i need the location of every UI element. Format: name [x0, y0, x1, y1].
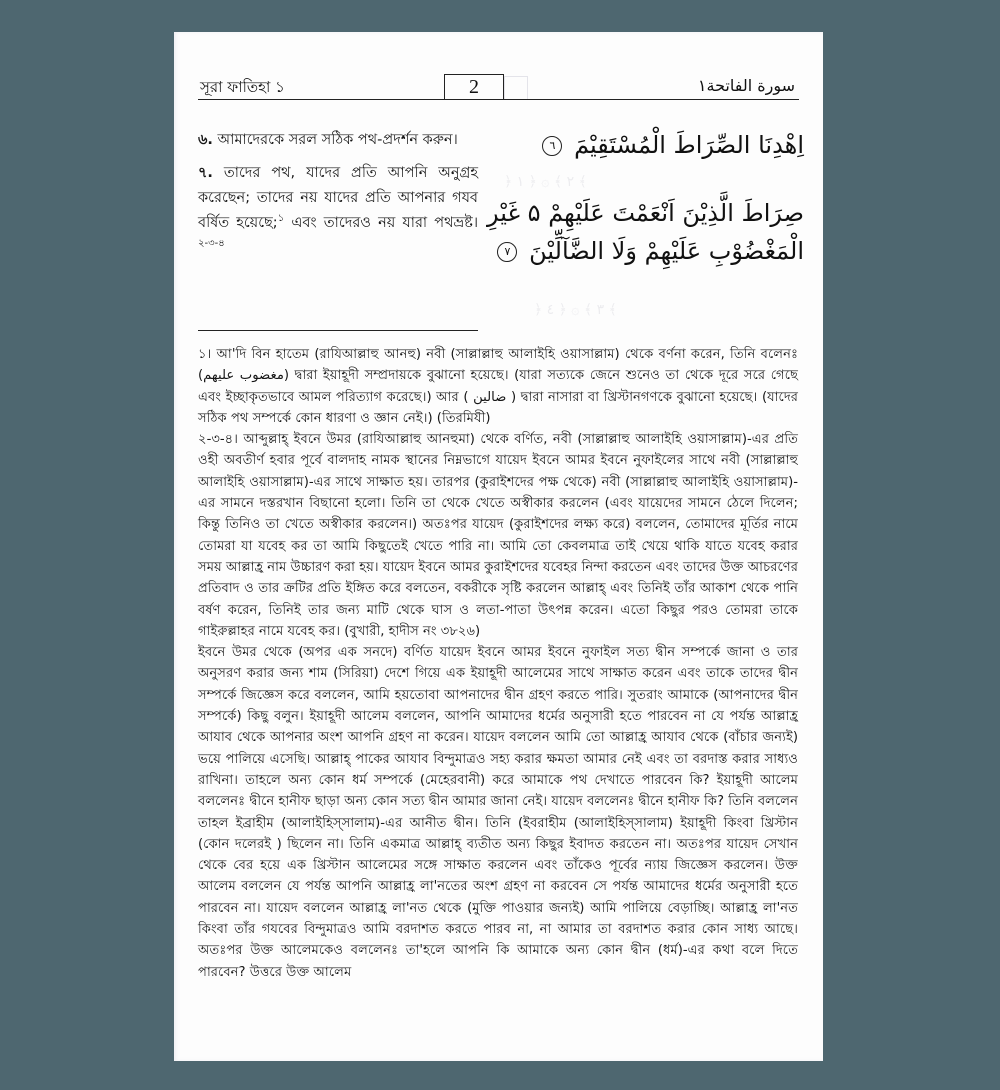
inline-arabic: مغضوب عليهم [203, 368, 284, 384]
inline-arabic: ضالين [473, 389, 507, 405]
footnote-text: ) দ্বারা নাসারা বা খ্রিস্টানগণকে বুঝানো হয়েছে। (যাদের সঠিক পথ সম্পর্কে কোন ধারণা ও জ্ঞান নেই।) (তিরমিযী) [198, 389, 798, 426]
arabic-verse-7-line-2 [494, 232, 804, 270]
verse-text: তাদের পথ, যাদের প্রতি আপনি অনুগ্রহ করেছেন; তাদের নয় যাদের প্রতি আপনার গযব বর্ষিত হয়েছে; [198, 165, 478, 231]
arabic-verse-6 [494, 126, 804, 164]
arabic-verse-7-line-1: صِرَاطَ الَّذِيْنَ اَنْعَمْتَ عَلَيْهِمْ ۵ غَيْرِ [487, 199, 804, 227]
verse-number: ৭. [198, 165, 213, 181]
verse-text: আমাদেরকে সরল সঠিক পথ-প্রদর্শন করুন। [217, 132, 458, 148]
verse-number: ৬. [198, 132, 213, 148]
header-rule [198, 99, 799, 100]
header-surah-name-arabic: سورة الفاتحة١ [697, 76, 795, 95]
footnote-1 [198, 344, 798, 429]
footnote-ref: ১ [277, 213, 285, 225]
footnote-text: ) দ্বারা ইয়াহূদী সম্প্রদায়কে বুঝানো হয়েছে। (যারা সত্যকে জেনে শুনেও তা থেকে দূরে সরে গেছে এবং ইচ্ছাকৃতভাবে আমল পরিত্যাগ করেছে।) আর ( [198, 368, 798, 405]
verse-text: এবং তাদেরও নয় যারা পথভ্রষ্ট। [291, 215, 479, 231]
footnote-2-3-4: ২-৩-৪। আব্দুল্লাহ্ ইবনে উমর (রাযিআল্লাহু আনহুমা) থেকে বর্ণিত, নবী (সাল্লাল্লাহু আলাইহি ওয়াসাল্লাম)-এর প্রতি ওহী অবতীর্ণ হবার পূর্বে বালদাহ নামক স্থানের নিম্নভাগে যায়েদ ইবনে আমর ইবনে নুফাইলের সাথে নবী (সাল্লাল্লাহু আলাইহি ওয়াসাল্লাম)-এর সাথে সাক্ষাত হয়। তারপর (কুরাইশদের পক্ষ থেকে) নবী (সাল্লাল্লাহু আলাইহি ওয়াসাল্লাম)-এর সামনে দস্তরখান বিছানো হলো। তিনি তা থেকে খেতে অস্বীকার করলেন (এবং যায়েদের সামনে ঠেলে দিলেন; কিন্তু তিনিও তা খেতে অস্বীকার করলেন।) অতঃপর যায়েদ (কুরাইশদের লক্ষ্য করে) বললেন, তোমাদের মূর্তির নামে তোমরা যা যবেহ কর তা আমি কিছুতেই খেতে পারি না। আমি তো কেবলমাত্র তাই খেয়ে থাকি যাতে যবেহ করার সময় আল্লাহ্র নাম উচ্চারণ করা হয়। যায়েদ ইবনে আমর কুরাইশদের যবেহর নিন্দা করতেন এবং তাদের উক্ত আচরণের প্রতিবাদ ও তার ক্রটির প্রতি ইঙ্গিত করে বলতেন, বকরীকে সৃষ্টি করলেন আল্লাহ্ এবং তিনিই তাঁর আকাশ থেকে পানি বর্ষণ করেন, তিনিই তার জন্য মাটি থেকে ঘাস ও লতা-পাতা উৎপন্ন করেন। এতো কিছুর পরও তোমরা তাকে গাইরুল্লাহর নামে যবেহ কর। (বুখারী, হাদীস নং ৩৮২৬) [198, 432, 798, 639]
footnote-continued: ইবনে উমর থেকে (অপর এক সনদে) বর্ণিত যায়েদ ইবনে আমর ইবনে নুফাইল সত্য দ্বীন সম্পর্কে জানা ও তার অনুসরণ করার জন্য শাম (সিরিয়া) দেশে গিয়ে এক ইয়াহূদী আলেমের সাথে সাক্ষাত করেন এবং তাকে তাদের দ্বীন সম্পর্কে জিজ্ঞেস করে বললেন, আমি হয়তোবা আপনাদের দ্বীন গ্রহণ করতে পারি। সুতরাং আমাকে (আপনাদের দ্বীন সম্পর্কে) কিছু বলুন। ইয়াহূদী আলেম বললেন, আপনি আমাদের ধর্মের অনুসারী হতে পারবেন না যে পর্যন্ত আল্লাহ্র আযাব থেকে আপনার অংশ আপনি গ্রহণ না করেন। যায়েদ বললেন আমি তো আল্লাহ্র আযাব থেকে (বাঁচার জন্যই) ভয়ে পালিয়ে এসেছি। আল্লাহ্ পাকের আযাব বিন্দুমাত্রও সহ্য করার ক্ষমতা আমার নেই এবং তা বরদাস্ত করার সাধ্যও রাখিনা। তাহলে অন্য কোন ধর্ম সম্পর্কে (মেহেরবানী) করে আমাকে পথ দেখাতে পারবেন কি? ইয়াহূদী আলেম বললেনঃ দ্বীনে হানীফ ছাড়া অন্য কোন সত্য দ্বীন আমার জানা নেই। যায়েদ বললেনঃ দ্বীনে হানীফ কি? তিনি বললেন তাহল ইব্রাহীম (আলাইহিস্সালাম)-এর আনীত দ্বীন। তিনি (ইবরাহীম (আলাইহিস্সালাম) ইয়াহূদী কিংবা খ্রিস্টান (কোন দলেরই ) ছিলেন না। তিনি একমাত্র আল্লাহ্ ব্যতীত অন্য কিছুর ইবাদত করতেন না। অতঃপর যায়েদ সেখান থেকে বের হয়ে এক খ্রিস্টান আলেমের সঙ্গে সাক্ষাত করলেন এবং তাঁকেও পূর্বের ন্যায় জিজ্ঞেস করলেন। উক্ত আলেম বললেন যে পর্যন্ত আপনি আল্লাহ্র লা'নতের অংশ গ্রহণ না করবেন সে পর্যন্ত আমাদের ধর্মের অনুসারী হতে পারবেন না। যায়েদ বললেন আল্লাহ্র লা'নত থেকে (মুক্তি পাওয়ার জন্যই) আমি পালিয়ে বেড়াচ্ছি। আল্লাহ্র লা'নত কিংবা তাঁর গযবের বিন্দুমাত্রও আমি বরদাশত করতে পারব না, না আমার তা বরদাশত করার কোন সাধ্য আছে। অতঃপর উক্ত আলেমকেও বললেনঃ তা'হলে আপনি কি আমাকে অন্য কোন দ্বীন (ধর্ম)-এর কথা বলে দিতে পারবেন? উত্তরে উক্ত আলেম [198, 645, 798, 980]
header-surah-name-bengali: সূরা ফাতিহা ১ [200, 78, 285, 96]
arabic-column [487, 126, 804, 270]
arabic-text: اِهْدِنَا الصِّرَاطَ الْمُسْتَقِيْمَ [574, 131, 804, 159]
bleed-through-text: ﴿ ٢ ﴾ ۞ ﴿ ١ ﴾ [504, 174, 587, 190]
footnote-ref: ২-৩-৪ [198, 238, 225, 250]
arabic-text: الْمَغْضُوْبِ عَلَيْهِمْ وَلَا الضَّآلِّيْنَ [529, 237, 804, 265]
bleed-through-text: ﴿ ٣ ﴾ ۞ ﴿ ٤ ﴾ [534, 302, 617, 318]
footnotes [198, 344, 798, 983]
ayah-end-marker-icon: ٦ [542, 136, 562, 156]
verse-6-translation [198, 128, 478, 153]
ayah-end-marker-icon: ٧ [497, 242, 517, 262]
page-number: 2 [444, 74, 504, 99]
bleed-through-box [504, 76, 528, 99]
footnote-text: ১। আ'দি বিন হাতেম (রাযিআল্লাহু আনহু) নবী (সাল্লাল্লাহু আলাইহি ওয়াসাল্লাম) থেকে বর্ণনা করেন, তিনি বলেনঃ ( [198, 347, 798, 384]
verse-7-translation [198, 161, 478, 261]
scanned-page [174, 32, 823, 1061]
footnote-separator-rule [198, 330, 478, 331]
translation-column [198, 128, 478, 269]
